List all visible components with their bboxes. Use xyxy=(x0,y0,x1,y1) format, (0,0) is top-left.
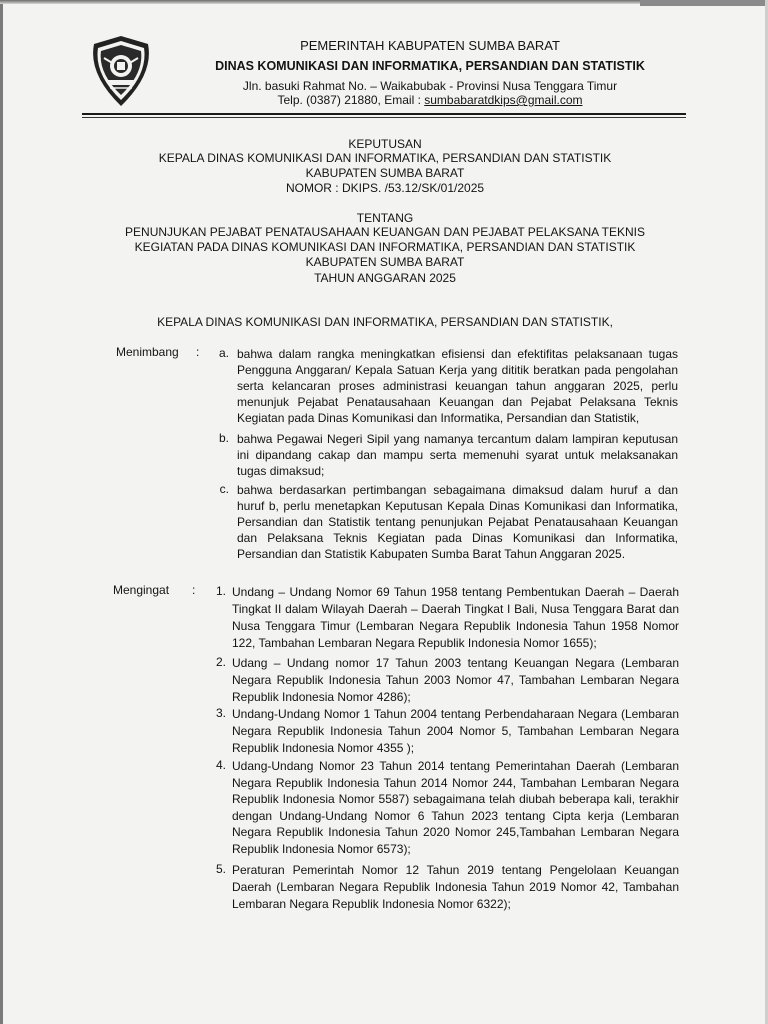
mengingat-item-3: Undang-Undang Nomor 1 Tahun 2004 tentang Perbendaharaan Negara (Lembaran Negara Republik Indonesia Tahun 2004 Nomor 5, Tambahan Lembaran Negara Republik Indonesia Nomor 4355 ); xyxy=(232,707,679,755)
subject-line-2: KEGIATAN PADA DINAS KOMUNIKASI DAN INFORMATIKA, PERSANDIAN DAN STATISTIK xyxy=(134,240,636,254)
mengingat-marker-3: 3. xyxy=(215,706,226,720)
subject-line-3: KABUPATEN SUMBA BARAT xyxy=(305,255,465,269)
mengingat-item-1: Undang – Undang Nomor 69 Tahun 1958 tentang Pembentukan Daerah – Daerah Tingkat II dalam Wilayah Daerah – Daerah Tingkat I Bali, Nusa Tenggara Barat dan Nusa Tenggara Timur (Lembaran Negara Republik Indonesia Tahun 1958 Nomor 122, Tambahan Lembaran Negara Republik Indonesia Nomor 1655); xyxy=(232,585,679,650)
subject-line-1: PENUNJUKAN PEJABAT PENATAUSAHAAN KEUANGAN DAN PEJABAT PELAKSANA TEKNIS xyxy=(125,225,645,239)
letterhead-rule-thin xyxy=(82,117,686,118)
menimbang-item-b: bahwa Pegawai Negeri Sipil yang namanya tercantum dalam lampiran keputusan ini dipandang cakap dan mampu serta memenuhi syarat untuk melaksanakan tugas dimaksud; xyxy=(237,432,678,478)
menimbang-item-a: bahwa dalam rangka meningkatkan efisiensi dan efektifitas pelaksanaan tugas Pengguna Anggaran/ Kepala Satuan Kerja yang dititik beratkan pada pengolahan serta kelancaran proses administrasi keuangan tahun anggaran 2025, perlu menunjuk Pejabat Penatausahaan Keuangan dan Pejabat Pelaksana Teknis Kegiatan pada Dinas Komunikasi dan Informatika, Persandian dan Statistik, xyxy=(237,347,678,425)
subject-line-4: TAHUN ANGGARAN 2025 xyxy=(314,271,456,285)
issuer-heading: KEPALA DINAS KOMUNIKASI DAN INFORMATIKA, PERSANDIAN DAN STATISTIK, xyxy=(157,315,613,329)
mengingat-marker-2: 2. xyxy=(215,655,226,669)
mengingat-item-2: Udang – Undang nomor 17 Tahun 2003 tentang Keuangan Negara (Lembaran Negara Republik Indonesia Tahun 2003 Nomor 47, Tambahan Lembaran Negara Republik Indonesia Nomor 4286); xyxy=(232,656,679,704)
mengingat-item-4: Udang-Undang Nomor 23 Tahun 2014 tentang Pemerintahan Daerah (Lembaran Negara Republik Indonesia Tahun 2014 Nomor 244, Tambahan Lembaran Negara Republik Indonesia Nomor 5587) sebagaimana telah diubah beberapa kali, terakhir dengan Undang-Undang Nomor 6 Tahun 2023 tentang Cipta kerja (Lembaran Negara Republik Indonesia Tahun 2020 Nomor 245,Tambahan Lembaran Negara Republik Indonesia Nomor 6573); xyxy=(232,759,679,856)
scan-edge-top-shadow xyxy=(640,0,768,6)
decision-title: KEPUTUSAN xyxy=(348,137,422,151)
letterhead-email: sumbabaratdkips@gmail.com xyxy=(424,93,583,107)
menimbang-item-c: bahwa berdasarkan pertimbangan sebagaimana dimaksud dalam huruf a dan huruf b, perlu menetapkan Keputusan Kepala Dinas Komunikasi dan Informatika, Persandian dan Statistik tentang penunjukan Pejabat Penatausahaan Keuangan dan Pelaksana Teknis Kegiatan pada Dinas Komunikasi dan Informatika, Persandian dan Statistik Kabupaten Sumba Barat Tahun Anggaran 2025. xyxy=(237,483,678,561)
menimbang-colon: : xyxy=(196,345,200,359)
mengingat-colon: : xyxy=(192,583,196,597)
scan-edge-left xyxy=(0,0,3,1024)
mengingat-marker-4: 4. xyxy=(215,758,226,772)
decision-office: KEPALA DINAS KOMUNIKASI DAN INFORMATIKA, PERSANDIAN DAN STATISTIK xyxy=(158,151,612,165)
letterhead-telp: Telp. (0387) 21880, Email : xyxy=(277,93,421,107)
letterhead-contact xyxy=(160,93,700,107)
letterhead-address: Jln. basuki Rahmat No. – Waikabubak - Provinsi Nusa Tenggara Timur xyxy=(242,79,618,93)
mengingat-label: Mengingat xyxy=(113,583,170,597)
mengingat-item-5: Peraturan Pemerintah Nomor 12 Tahun 2019 tentang Pengelolaan Keuangan Daerah (Lembaran Negara Republik Indonesia Tahun 2019 Nomor 42, Tambahan Lembaran Negara Republik Indonesia Nomor 6322); xyxy=(232,863,679,911)
letterhead-office: DINAS KOMUNIKASI DAN INFORMATIKA, PERSANDIAN DAN STATISTIK xyxy=(215,59,645,73)
decision-region: KABUPATEN SUMBA BARAT xyxy=(305,166,465,180)
menimbang-marker-c: c. xyxy=(219,482,229,496)
mengingat-marker-5: 5. xyxy=(215,862,226,876)
subject-title: TENTANG xyxy=(356,211,414,225)
letterhead-government: PEMERINTAH KABUPATEN SUMBA BARAT xyxy=(300,38,560,53)
regency-emblem-icon xyxy=(86,34,156,108)
letterhead-rule-thick xyxy=(82,113,686,115)
menimbang-label: Menimbang xyxy=(116,345,179,359)
menimbang-marker-a: a. xyxy=(218,346,229,360)
menimbang-marker-b: b. xyxy=(218,431,229,445)
decision-number: NOMOR : DKIPS. /53.12/SK/01/2025 xyxy=(285,181,485,195)
mengingat-marker-1: 1. xyxy=(215,584,226,598)
